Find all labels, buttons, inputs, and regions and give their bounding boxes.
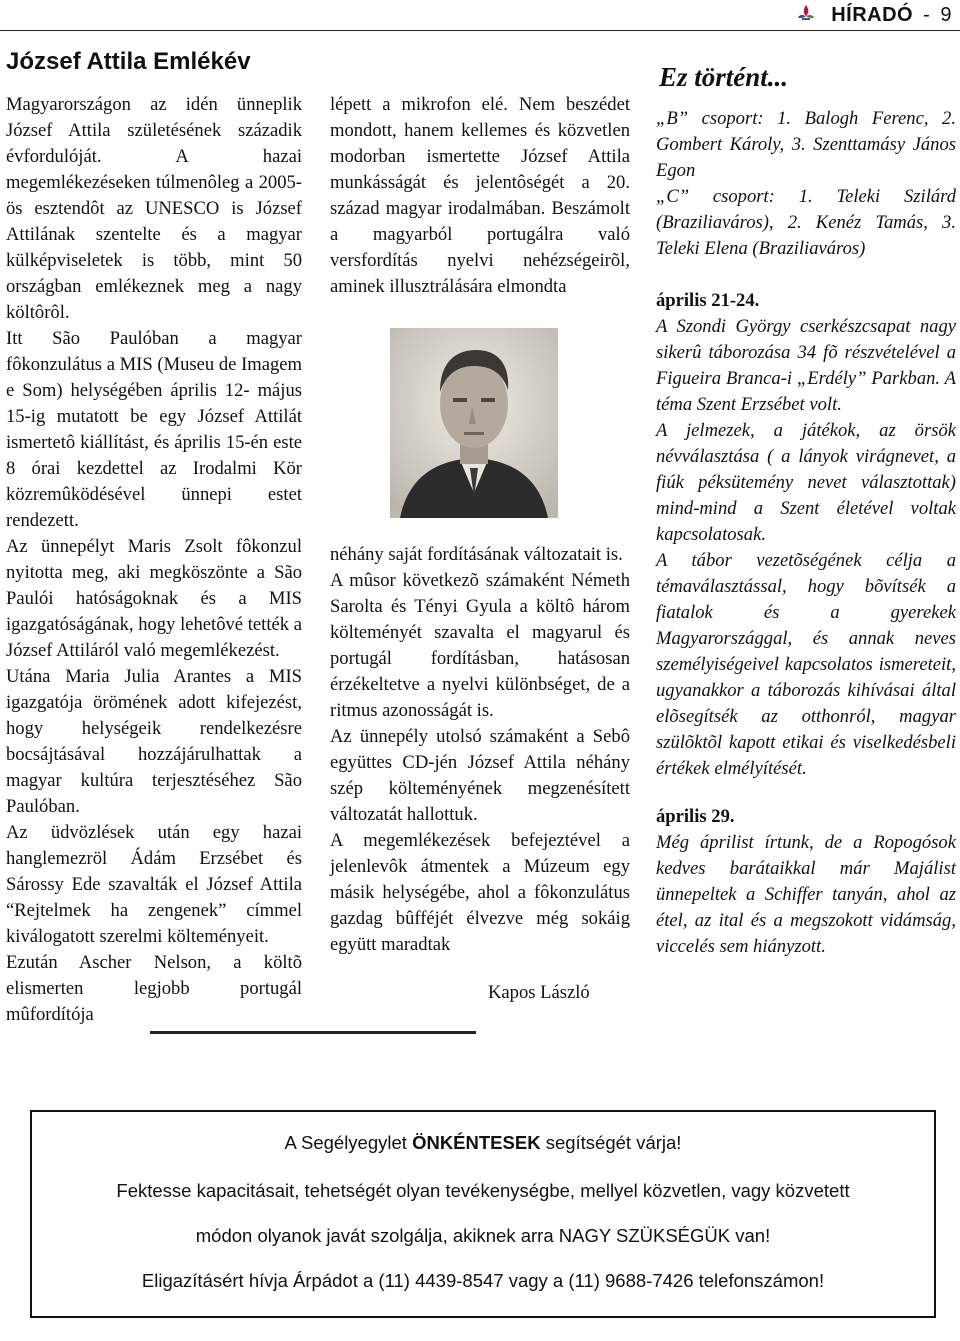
paragraph: A megemlékezések befejeztével a jelenlevôk átmentek a Múzeum egy másik helységébe, ahol a fôkonzulátus gazdag bûfféjét élvezve még sokáig együtt maradtak — [330, 830, 630, 955]
portrait-photo — [390, 328, 558, 518]
paragraph: Utána Maria Julia Arantes a MIS igazgatója örömének adott kifejezést, hogy helységeik rendelkezésre bocsájtásával hozzájárulhattak a magyar kultúra terjesztéséhez São Paulóban. — [6, 666, 302, 817]
paragraph: néhány saját fordításának változatait is. — [330, 544, 623, 565]
paragraph: Magyarországon az idén ünneplik József Attila születésének századik évfordulóját. A hazai megemlékezéseken túlmenôleg a 2005-ös esztendôt az UNESCO is József Attilának szentelte és a magyar külképviseletek is több, mint 50 országban emlékeznek meg a nagy költôrôl. — [6, 94, 302, 323]
page-number: 9 — [940, 4, 952, 26]
article-column-1 — [6, 92, 302, 1028]
paragraph: A jelmezek, a játékok, az örsök névválasztása ( a lányok virágnevet, a fiúk péksütemény nevet választottak) mind-mind a Szent életével voltak kapcsolatosak. — [656, 420, 956, 545]
article-column-2 — [330, 92, 630, 958]
paragraph: A Szondi György cserkészcsapat nagy sikerû táborozása 34 fõ részvételével a Figueira Branca-i „Erdély” Parkban. A téma Szent Erzsébet volt. — [656, 316, 956, 415]
result-group-b: „B” csoport: 1. Balogh Ferenc, 2. Gombert Károly, 3. Szenttamásy János Egon — [656, 108, 956, 181]
title-separator: - — [923, 4, 931, 26]
notice-line-3: módon olyanok javát szolgálja, akiknek arra NAGY SZÜKSÉGÜK van! — [195, 1225, 771, 1246]
header-rule — [0, 30, 960, 31]
notice-text: segítségét várja! — [540, 1132, 682, 1153]
notice-emphasis: ÖNKÉNTESEK — [412, 1132, 541, 1153]
news-column — [656, 106, 956, 960]
author-signature: Kapos László — [488, 982, 590, 1003]
paragraph: Ezután Ascher Nelson, a költõ elismerten legjobb portugál mûfordítója — [6, 952, 302, 1025]
paragraph: Az ünnepélyt Maris Zsolt fôkonzul nyitotta meg, aki megköszönte a São Paulói hatóságoknak és a MIS igazgatóságának, hogy lehetôvé tették a József Attiláról való megemlékezést. — [6, 536, 302, 661]
notice-line-4: Eligazításért hívja Árpádot a (11) 4439-8547 vagy a (11) 9688-7426 telefonszámon! — [141, 1270, 825, 1291]
spacer — [656, 782, 956, 804]
paragraph: A tábor vezetõségének célja a témaválasztással, hogy bõvítsék a fiatalok és a gyerekek Magyarországgal, és annak neves személyiségeivel kapcsolatos ismereteit, ugyanakkor a táborozás kihívásai által elõsegítsék az otthonról, magyar szülõktõl kapott etikai és viselkedésbeli értékek elmélyítését. — [656, 550, 956, 779]
news-section-title: Ez történt... — [659, 62, 789, 92]
notice-line-1 — [32, 1132, 934, 1154]
result-group-c: „C” csoport: 1. Teleki Szilárd (Braziliaváros), 2. Kenéz Tamás, 3. Teleki Elena (Braziliaváros) — [656, 186, 956, 259]
magazine-title — [831, 4, 952, 27]
entry-date: április 29. — [656, 806, 735, 827]
paragraph: lépett a mikrofon elé. Nem beszédet mondott, hanem kellemes és közvetlen modorban ismertette József Attila munkásságát és jelentôségét a 20. század magyar irodalmában. Beszámolt a magyarból portugálra való versfordítás nyelvi nehézségeirõl, aminek illusztrálására elmondta — [330, 94, 630, 297]
article-title: József Attila Emlékév — [6, 48, 251, 75]
volunteer-notice-box — [30, 1110, 936, 1318]
paragraph: Az üdvözlések után egy hazai hanglemezröl Ádám Erzsébet és Sárossy Ede szavalták el József Attila “Rejtelmek ha zengenek” címmel kiválogatott szerelmi költeményeit. — [6, 822, 302, 947]
notice-line-2: Fektesse kapacitásait, tehetségét olyan tevékenységbe, mellyel közvetlen, vagy közvetett — [116, 1180, 850, 1201]
scout-lily-logo-icon — [796, 4, 816, 24]
notice-text: A Segélyegylet — [284, 1132, 413, 1153]
page-header — [0, 0, 960, 34]
paragraph: A mûsor következõ számaként Németh Sarolta és Tényi Gyula a költô három költeményét szavalta el magyarul és portugál fordításban, hatásosan érzékeltetve a nyelvi különbséget, de a ritmus azonosságát is. — [330, 570, 630, 721]
spacer — [656, 262, 956, 288]
article-end-rule — [150, 1031, 476, 1034]
paragraph: Még áprilist írtunk, de a Ropogósok kedves barátaikkal már Majálist ünnepeltek a Schiffer tanyán, ahol az étel, az ital és a megszokott vidámság, viccelés sem hiányzott. — [656, 832, 956, 957]
entry-date: április 21-24. — [656, 290, 760, 311]
magazine-name: HÍRADÓ — [831, 4, 914, 26]
paragraph: Az ünnepély utolsó számaként a Sebô együttes CD-jén József Attila néhány szép költeményének megzenésített változatát hallottuk. — [330, 726, 630, 825]
portrait-image — [390, 328, 558, 518]
paragraph: Itt São Paulóban a magyar fôkonzulátus a MIS (Museu de Imagem e Som) helységében április 12- május 15-ig mutatott be egy József Attilát ismertetô kiállítást, és április 15-én este 8 órai kezdettel az Irodalmi Kör közremûködésével ünnepi estet rendezett. — [6, 328, 302, 531]
